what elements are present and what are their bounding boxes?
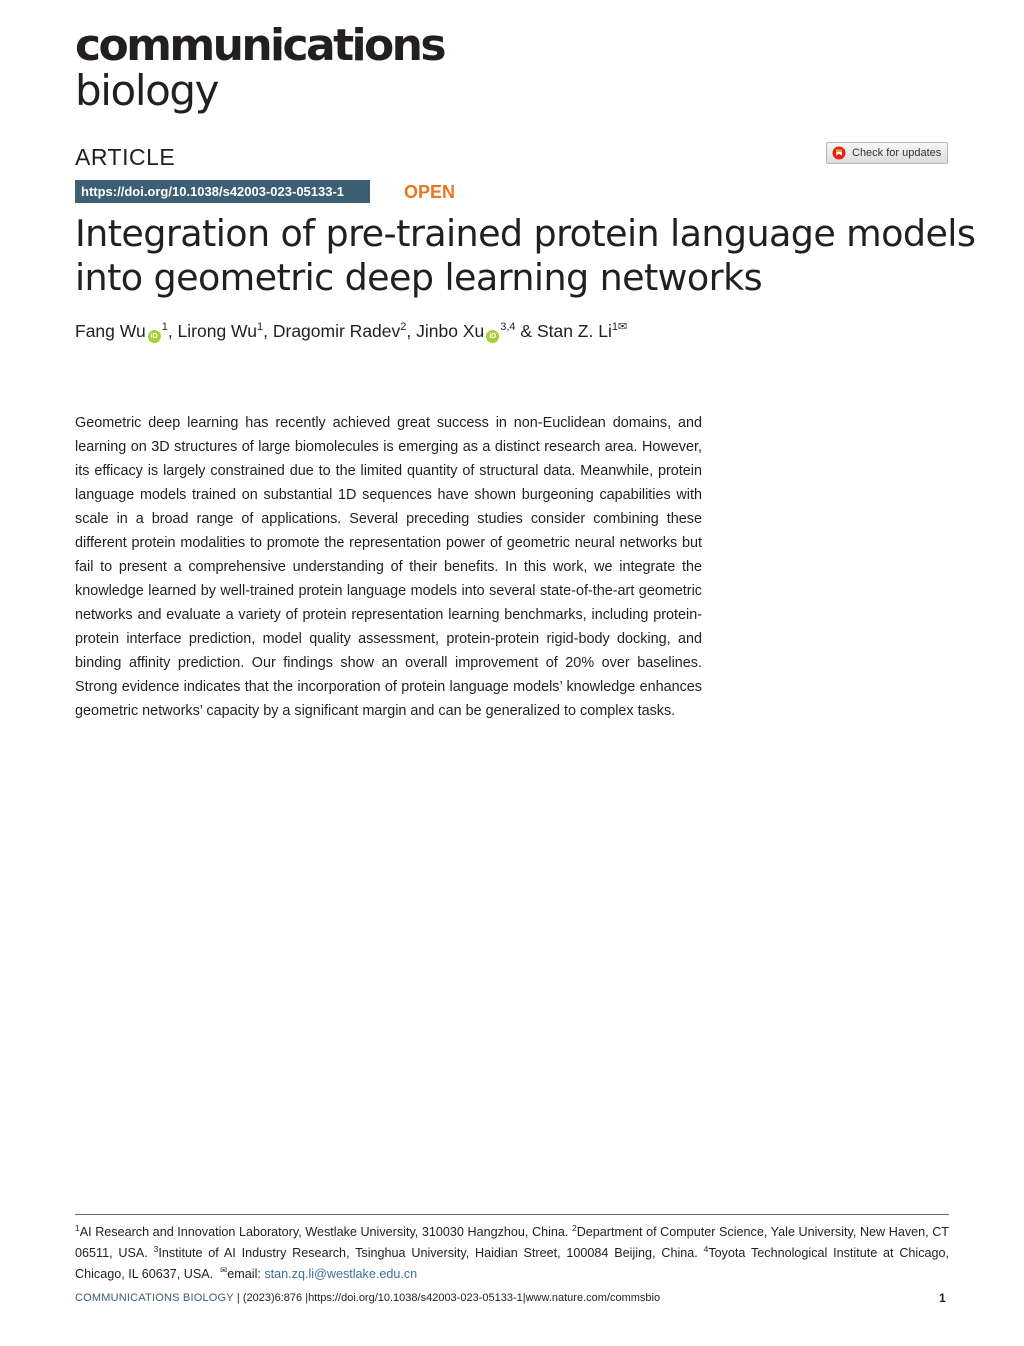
- envelope-icon: ✉: [220, 1265, 228, 1275]
- author-affiliation: 1: [161, 321, 168, 333]
- affiliation-text: AI Research and Innovation Laboratory, Westlake University, 310030 Hangzhou, China.: [79, 1225, 569, 1239]
- page-number: 1: [939, 1291, 946, 1305]
- footer-citation: (2023)6:876: [242, 1292, 303, 1304]
- abstract-text: Geometric deep learning has recently achieved great success in non-Euclidean domains, and learning on 3D structures of large biomolecules is emerging as a distinct research area. However, its efficacy is largely constrained due to the limited quantity of structural data. Meanwhile, protein language models trained on substantial 1D sequences have shown burgeoning capabilities with scale in a broad range of applications. Several preceding studies consider combining these different protein modalities to promote the representation power of geometric neural networks but fail to present a comprehensive understanding of their benefits. In this work, we integrate the knowledge learned by well-trained protein language models into several state-of-the-art geometric networks and evaluate a variety of protein representation learning benchmarks, including protein-protein interface prediction, model quality assessment, protein-protein rigid-body docking, and binding affinity prediction. Our findings show an overall improvement of 20% over baselines. Strong evidence indicates that the incorporation of protein language models’ knowledge enhances geometric networks’ capacity by a significant margin and can be generalized to complex tasks.: [75, 415, 702, 719]
- doi-link[interactable]: https://doi.org/10.1038/s42003-023-05133-1: [75, 180, 370, 203]
- article-title-line-1: Integration of pre-trained protein language models: [75, 212, 976, 255]
- separator: ,: [167, 321, 178, 341]
- author-name[interactable]: Dragomir Radev: [272, 321, 401, 341]
- author-affiliation: 1: [257, 321, 264, 333]
- logo-line-biology: biology: [75, 66, 219, 115]
- author-list: [75, 320, 627, 343]
- email-link[interactable]: stan.zq.li@westlake.edu.cn: [264, 1267, 418, 1281]
- email-label: email:: [227, 1267, 261, 1281]
- affiliation-number: 3: [153, 1244, 159, 1254]
- affiliation-text: Department of Computer Science, Yale University, New Haven, CT 06511, USA.: [75, 1225, 949, 1260]
- footer-separator: |: [236, 1292, 240, 1304]
- envelope-icon[interactable]: ✉: [617, 321, 628, 333]
- affiliation-number: 4: [703, 1244, 709, 1254]
- footer-separator: |: [305, 1292, 309, 1304]
- orcid-icon[interactable]: iD: [148, 330, 161, 343]
- author-name[interactable]: Stan Z. Li: [536, 321, 612, 341]
- footer-doi-link[interactable]: https://doi.org/10.1038/s42003-023-05133-1: [308, 1292, 523, 1304]
- footer-website-link[interactable]: www.nature.com/commsbio: [525, 1292, 661, 1304]
- journal-logo: [75, 22, 444, 114]
- footnote-divider: [75, 1214, 949, 1215]
- article-title: [75, 212, 976, 300]
- author-name[interactable]: Fang Wu: [75, 321, 146, 341]
- author-affiliation: 2: [400, 321, 407, 333]
- logo-line-communications: communications: [75, 20, 444, 71]
- author-name[interactable]: Jinbo Xu: [416, 321, 485, 341]
- affiliation-text: Institute of AI Industry Research, Tsinghua University, Haidian Street, 100084 Beijing, China.: [158, 1246, 698, 1260]
- open-access-badge: OPEN: [404, 182, 456, 202]
- running-footer: [75, 1292, 660, 1304]
- article-type-label: ARTICLE: [75, 144, 176, 170]
- author-name[interactable]: Lirong Wu: [177, 321, 257, 341]
- check-for-updates-label: Check for updates: [852, 147, 942, 159]
- affiliation-number: 2: [571, 1223, 577, 1233]
- affiliation-footnotes: [75, 1220, 949, 1283]
- affiliation-number: 1: [75, 1223, 80, 1233]
- separator: ,: [263, 321, 273, 341]
- affiliation-text: Toyota Technological Institute at Chicago, Chicago, IL 60637, USA.: [75, 1246, 950, 1281]
- article-title-line-2: into geometric deep learning networks: [75, 256, 763, 299]
- check-for-updates-button[interactable]: [826, 142, 948, 164]
- author-affiliation: 3,4: [500, 321, 516, 333]
- author-affiliation: 1: [611, 321, 618, 333]
- footer-journal-name[interactable]: COMMUNICATIONS BIOLOGY: [75, 1292, 234, 1304]
- crossmark-icon: [832, 146, 846, 160]
- orcid-icon[interactable]: iD: [486, 330, 499, 343]
- footer-separator: |: [522, 1292, 526, 1304]
- separator: ,: [406, 321, 417, 341]
- separator: &: [515, 321, 537, 341]
